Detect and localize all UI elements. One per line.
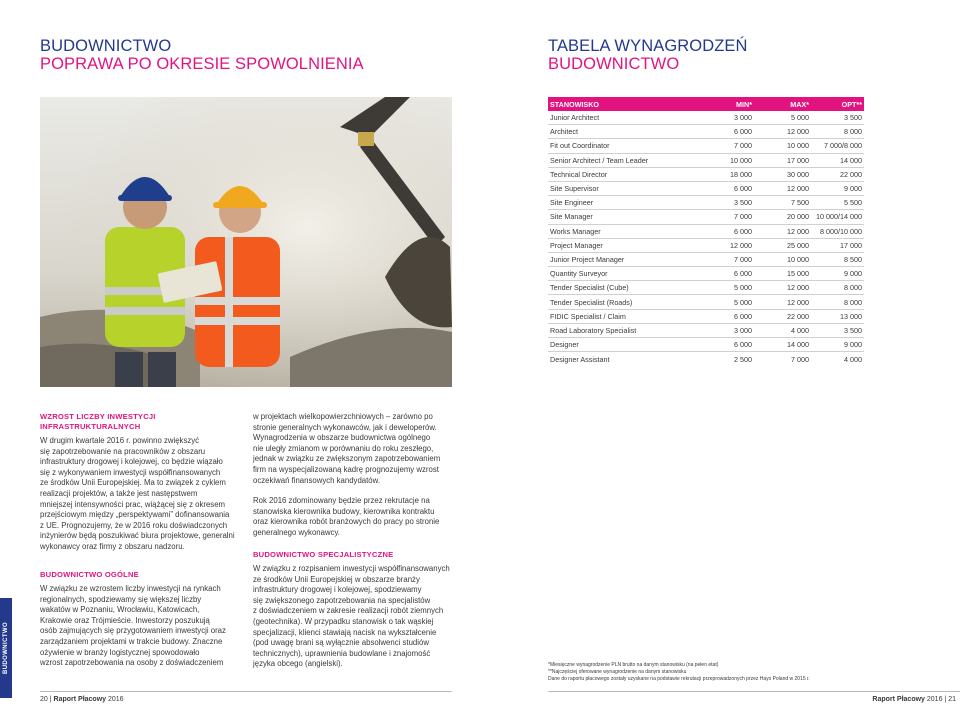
cell-position: FIDIC Specialist / Claim bbox=[550, 311, 626, 321]
heading-infrastructure: WZROST LICZBY INWESTYCJI INFRASTRUKTURALNYCH bbox=[40, 412, 156, 431]
cell-min: 12 000 bbox=[730, 240, 752, 250]
table-row bbox=[548, 352, 864, 366]
cell-opt: 9 000 bbox=[844, 184, 862, 194]
cell-min: 6 000 bbox=[734, 340, 752, 350]
cell-position: Works Manager bbox=[550, 226, 601, 236]
table-row bbox=[548, 139, 864, 153]
table-row bbox=[548, 324, 864, 338]
heading-specialist-construction: BUDOWNICTWO SPECJALISTYCZNE bbox=[253, 550, 394, 559]
cell-max: 14 000 bbox=[787, 340, 809, 350]
cell-opt: 3 500 bbox=[844, 113, 862, 123]
table-row bbox=[548, 295, 864, 309]
table-row bbox=[548, 281, 864, 295]
cell-max: 12 000 bbox=[787, 226, 809, 236]
footnote-3: Dane do raportu płacowego zostały uzyskane na podstawie rekrutacji przeprowadzonych przez Hays Poland w 2015 r. bbox=[548, 676, 810, 682]
cell-position: Senior Architect / Team Leader bbox=[550, 155, 649, 165]
paragraph-specialist-construction: W związku z rozpisaniem inwestycji współfinansowanych ze środków Unii Europejskiej w obszarze branży infrastruktury drogowej i kolejowej, spodziewamy się zwiększonego zapotrzebowania na specjalistów z doświadczeniem w zakresie realizacji robót ziemnych (geotechnika). W przypadku stanowisk o tak wąskiej specjalizacji, klienci stawiają nacisk na wykształcenie (pod uwagę brani są wyłącznie absolwenci studiów technicznych), uprawnienia budowlane i znajomość języka obcego (angielski). bbox=[253, 564, 450, 669]
footer-left bbox=[40, 696, 124, 703]
cell-position: Project Manager bbox=[550, 240, 603, 250]
table-row bbox=[548, 310, 864, 324]
cell-opt: 17 000 bbox=[840, 240, 862, 250]
cell-max: 17 000 bbox=[787, 155, 809, 165]
cell-opt: 8 000/10 000 bbox=[820, 226, 862, 236]
cell-opt: 8 000 bbox=[844, 127, 862, 137]
cell-position: Junior Project Manager bbox=[550, 254, 625, 264]
footer-year-left: 2016 bbox=[108, 696, 124, 703]
text-column-1 bbox=[40, 412, 240, 553]
table-row bbox=[548, 239, 864, 253]
salary-table-body bbox=[548, 111, 864, 366]
cell-max: 12 000 bbox=[787, 283, 809, 293]
cell-min: 3 000 bbox=[734, 325, 752, 335]
table-row bbox=[548, 338, 864, 352]
cell-min: 18 000 bbox=[730, 169, 752, 179]
paragraph-recruitment: Rok 2016 zdominowany będzie przez rekrutacje na stanowiska kierownika budowy, kierownika kontraktu oraz kierownika robót branżowych do pracy po stronie generalnego wykonawcy. bbox=[253, 496, 440, 537]
text-column-1-lower bbox=[40, 570, 240, 669]
cell-position: Site Engineer bbox=[550, 198, 594, 208]
table-row bbox=[548, 253, 864, 267]
cell-opt: 9 000 bbox=[844, 269, 862, 279]
cell-max: 12 000 bbox=[787, 127, 809, 137]
cell-position: Designer Assistant bbox=[550, 354, 610, 364]
right-page-title bbox=[548, 37, 748, 73]
cell-opt: 3 500 bbox=[844, 325, 862, 335]
cell-min: 6 000 bbox=[734, 127, 752, 137]
left-title-line2: POPRAWA PO OKRESIE SPOWOLNIENIA bbox=[40, 55, 364, 73]
footer-year-right: 2016 bbox=[926, 696, 943, 703]
table-row bbox=[548, 267, 864, 281]
cell-min: 3 500 bbox=[734, 198, 752, 208]
cell-max: 12 000 bbox=[787, 297, 809, 307]
construction-workers-photo bbox=[40, 97, 452, 387]
footer-divider-right bbox=[548, 691, 960, 692]
cell-max: 10 000 bbox=[787, 254, 809, 264]
footnote-1: *Miesięczne wynagrodzenie PLN brutto na danym stanowisku (na pełen etat) bbox=[548, 662, 719, 668]
cell-max: 12 000 bbox=[787, 184, 809, 194]
side-section-tab bbox=[0, 598, 12, 698]
cell-max: 15 000 bbox=[787, 269, 809, 279]
cell-position: Quantity Surveyor bbox=[550, 269, 608, 279]
paragraph-infrastructure: W drugim kwartale 2016 r. powinno zwiększyć się zapotrzebowanie na pracowników z obszaru infrastruktury drogowej i kolejowej, co będzie wiązało się z wykonywaniem inwestycji współfinansowanych ze środków Unii Europejskiej. Ma to związek z cyklem realizacji projektów, a także jest następstwem mniejszej intensywności prac, wiążącej się z okresem przejściowym między „perspektywami” dofinansowania z UE. Prognozujemy, że w 2016 roku doświadczonych inżynierów będą poszukiwać biura projektowe, generalni wykonawcy oraz firmy z obszaru nadzoru. bbox=[40, 436, 235, 551]
table-row bbox=[548, 210, 864, 224]
cell-opt: 4 000 bbox=[844, 354, 862, 364]
cell-position: Junior Architect bbox=[550, 113, 600, 123]
cell-position: Road Laboratory Specialist bbox=[550, 325, 637, 335]
left-title-line1: BUDOWNICTWO bbox=[40, 37, 172, 55]
footer-separator-right: | bbox=[944, 696, 947, 703]
left-page-title bbox=[40, 37, 364, 73]
footer-separator-left: | bbox=[49, 696, 52, 703]
cell-min: 3 000 bbox=[734, 113, 752, 123]
cell-opt: 8 000 bbox=[844, 283, 862, 293]
footer-title-right: Raport Płacowy bbox=[872, 696, 925, 703]
cell-max: 25 000 bbox=[787, 240, 809, 250]
table-footnotes bbox=[548, 662, 878, 683]
footer-title-left: Raport Płacowy bbox=[53, 696, 107, 703]
page-number-left: 20 bbox=[40, 696, 48, 703]
cell-min: 5 000 bbox=[734, 283, 752, 293]
cell-opt: 8 500 bbox=[844, 254, 862, 264]
cell-position: Tender Specialist (Cube) bbox=[550, 283, 629, 293]
cell-min: 6 000 bbox=[734, 184, 752, 194]
cell-min: 7 000 bbox=[734, 254, 752, 264]
side-tab-label: BUDOWNICTWO bbox=[3, 621, 9, 675]
right-title-line2: BUDOWNICTWO bbox=[548, 55, 680, 73]
cell-max: 30 000 bbox=[787, 169, 809, 179]
cell-min: 10 000 bbox=[730, 155, 752, 165]
table-row bbox=[548, 225, 864, 239]
cell-position: Technical Director bbox=[550, 169, 608, 179]
table-row bbox=[548, 182, 864, 196]
cell-opt: 10 000/14 000 bbox=[816, 212, 862, 222]
cell-opt: 14 000 bbox=[840, 155, 862, 165]
cell-position: Site Supervisor bbox=[550, 184, 599, 194]
cell-opt: 22 000 bbox=[840, 169, 862, 179]
cell-opt: 13 000 bbox=[840, 311, 862, 321]
cell-min: 6 000 bbox=[734, 226, 752, 236]
cell-max: 7 000 bbox=[791, 354, 809, 364]
cell-min: 2 500 bbox=[734, 354, 752, 364]
cell-position: Site Manager bbox=[550, 212, 593, 222]
cell-opt: 7 000/8 000 bbox=[824, 141, 862, 151]
header-opt: OPT** bbox=[841, 99, 862, 109]
cell-position: Designer bbox=[550, 340, 579, 350]
table-row bbox=[548, 168, 864, 182]
text-column-2-lower bbox=[253, 550, 453, 670]
cell-max: 7 500 bbox=[791, 198, 809, 208]
cell-min: 7 000 bbox=[734, 212, 752, 222]
cell-position: Architect bbox=[550, 127, 578, 137]
footer-divider-left bbox=[40, 691, 452, 692]
cell-max: 10 000 bbox=[787, 141, 809, 151]
header-position: STANOWISKO bbox=[550, 99, 599, 109]
table-row bbox=[548, 125, 864, 139]
cell-min: 7 000 bbox=[734, 141, 752, 151]
table-row bbox=[548, 154, 864, 168]
cell-min: 6 000 bbox=[734, 311, 752, 321]
cell-position: Tender Specialist (Roads) bbox=[550, 297, 633, 307]
salary-table-header bbox=[548, 97, 864, 111]
header-min: MIN* bbox=[736, 99, 752, 109]
table-row bbox=[548, 196, 864, 210]
cell-min: 5 000 bbox=[734, 297, 752, 307]
right-title-line1: TABELA WYNAGRODZEŃ bbox=[548, 37, 748, 55]
page-number-right: 21 bbox=[948, 696, 956, 703]
cell-max: 5 000 bbox=[791, 113, 809, 123]
cell-max: 4 000 bbox=[791, 325, 809, 335]
footer-right bbox=[872, 696, 956, 703]
cell-opt: 5 500 bbox=[844, 198, 862, 208]
header-max: MAX* bbox=[790, 99, 809, 109]
table-row bbox=[548, 111, 864, 125]
paragraph-salaries: w projektach wielkopowierzchniowych – zarówno po stronie generalnych wykonawców, jak i deweloperów. Wynagrodzenia w obszarze budownictwa ogólnego nie uległy zmianom w porównaniu do roku zeszłego, jednak w związku ze zwiększonym zapotrzebowaniem firm na wyspecjalizowaną kadrę prognozujemy wzrost oczekiwań finansowych kandydatów. bbox=[253, 412, 441, 485]
cell-opt: 8 000 bbox=[844, 297, 862, 307]
cell-min: 6 000 bbox=[734, 269, 752, 279]
heading-general-construction: BUDOWNICTWO OGÓLNE bbox=[40, 570, 139, 579]
footnote-2: **Najczęściej oferowane wynagrodzenie na danym stanowisku bbox=[548, 669, 687, 675]
cell-max: 20 000 bbox=[787, 212, 809, 222]
cell-max: 22 000 bbox=[787, 311, 809, 321]
text-column-2 bbox=[253, 412, 453, 539]
cell-position: Fit out Coordinator bbox=[550, 141, 610, 151]
paragraph-general-construction: W związku ze wzrostem liczby inwestycji na rynkach regionalnych, spodziewamy się większej liczby wakatów w Poznaniu, Wrocławiu, Katowicach, Krakowie oraz Trójmieście. Inwestorzy poszukują osób zajmujących się przygotowaniem inwestycji oraz zarządzaniem projektami w trakcie budowy. Znaczne ożywienie w branży logistycznej spowodowało wzrost zapotrzebowania na osoby z doświadczeniem bbox=[40, 584, 226, 668]
salary-table bbox=[548, 97, 864, 366]
cell-opt: 9 000 bbox=[844, 340, 862, 350]
